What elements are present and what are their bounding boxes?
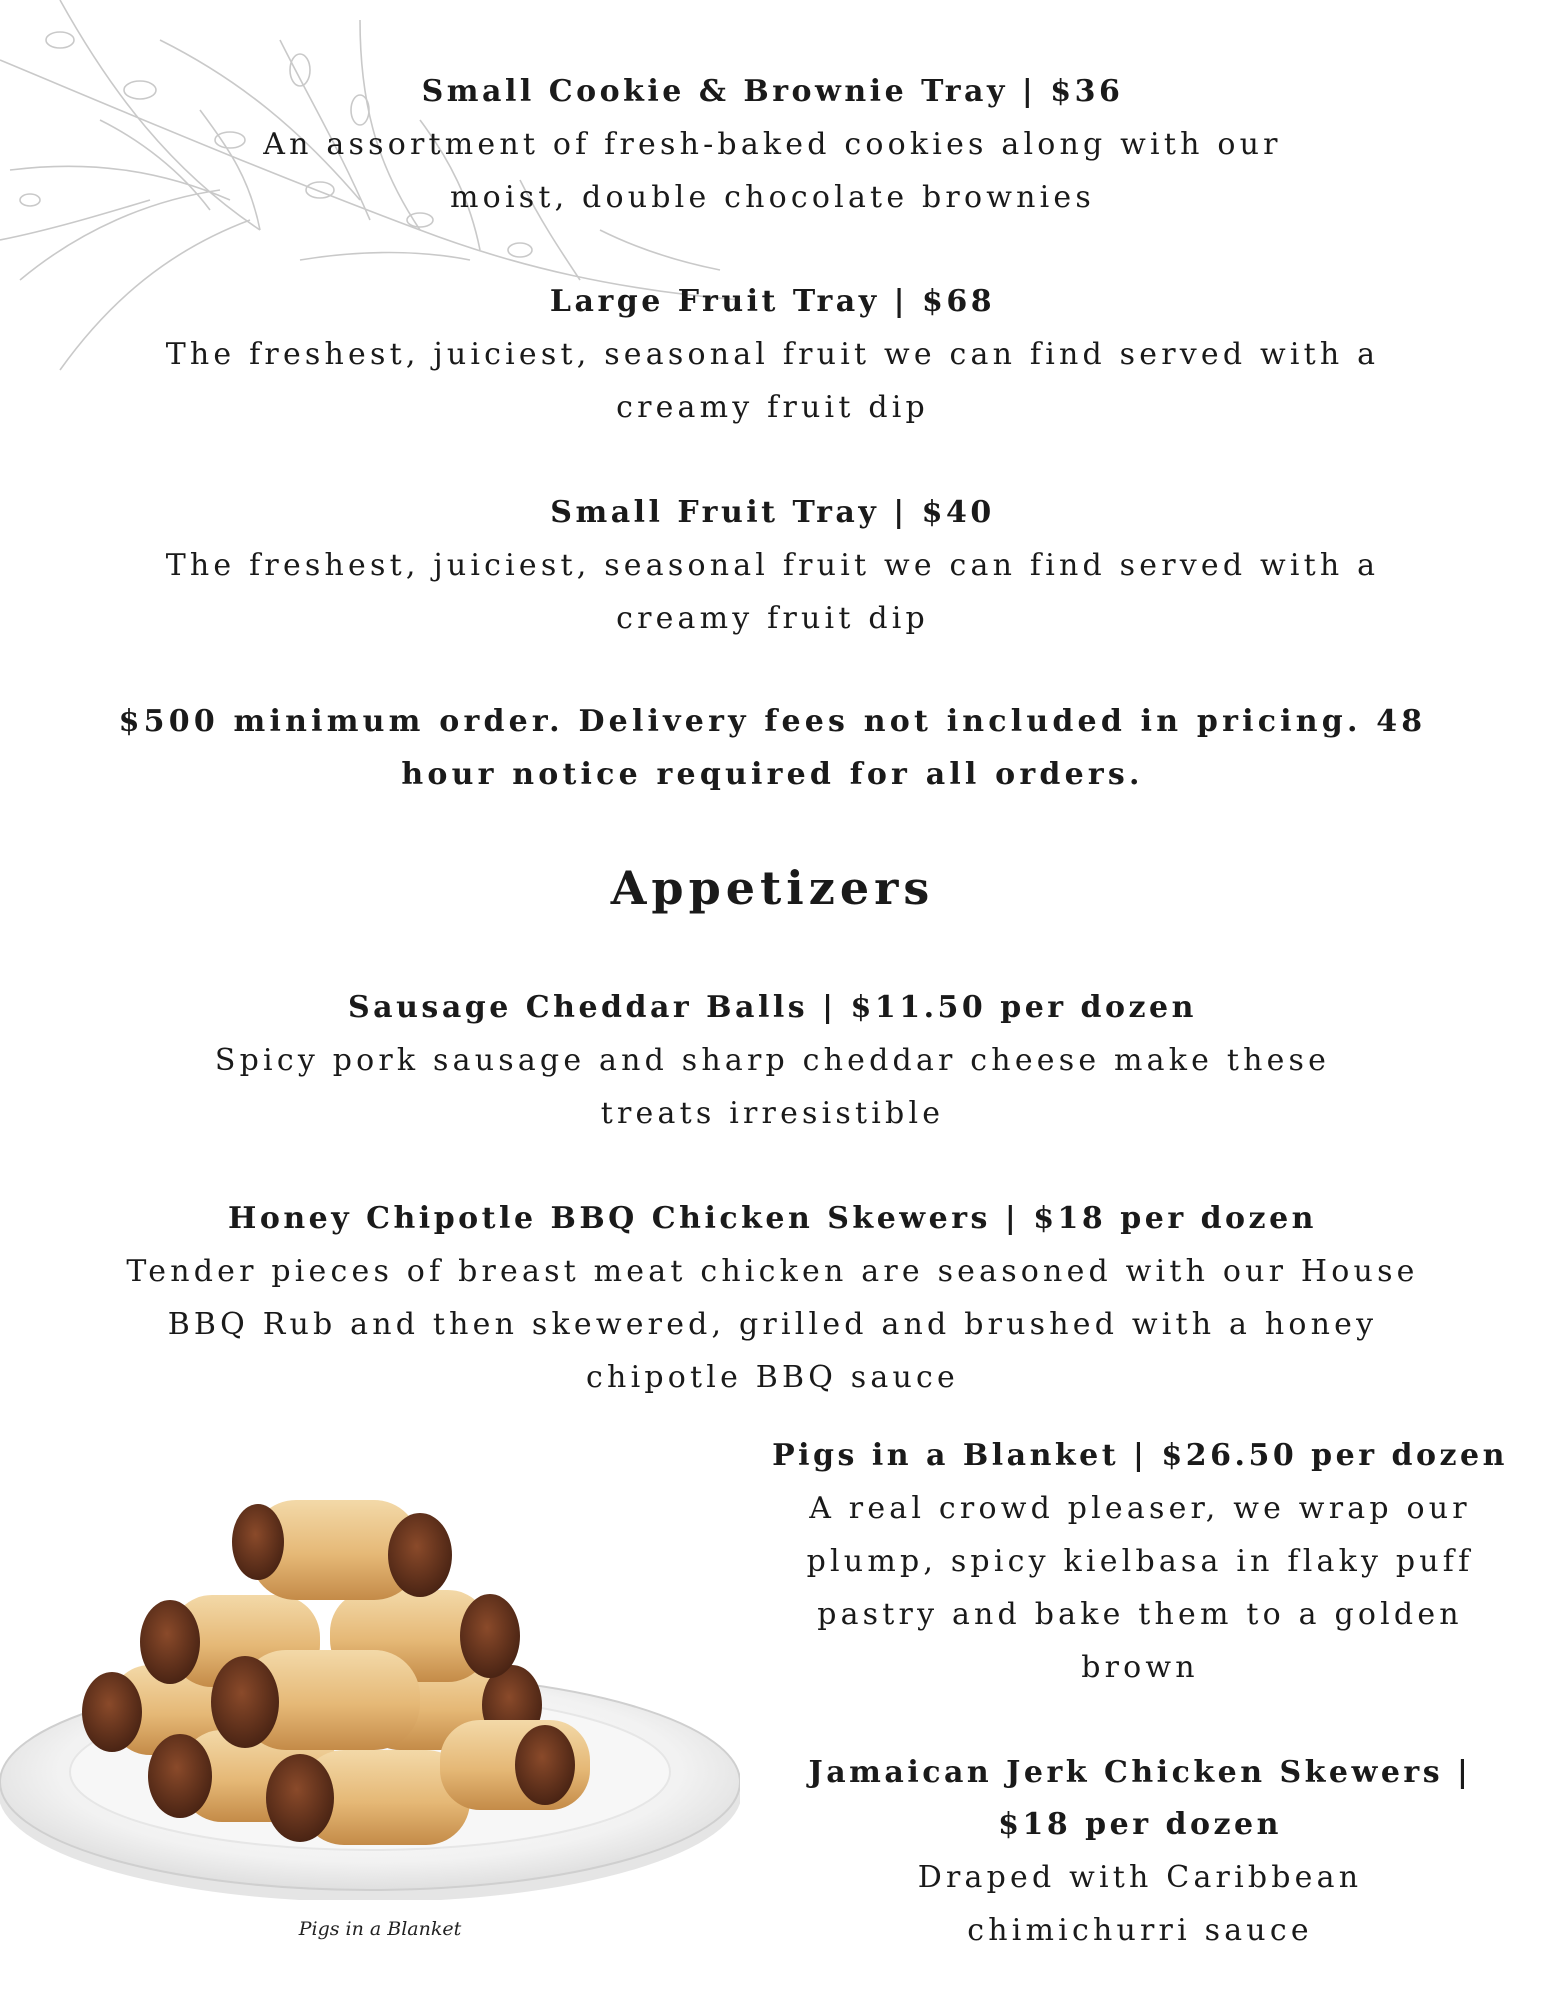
sausage-cheddar-balls-item [80,982,1465,1140]
item-description: The freshest, juiciest, seasonal fruit we can find served with a creamy fruit dip [165,337,1380,425]
item-description: An assortment of fresh-baked cookies along with our moist, double chocolate brownies [263,127,1282,215]
large-fruit-tray-item [80,276,1465,434]
item-title: Jamaican Jerk Chicken Skewers | $18 per dozen [808,1755,1472,1842]
item-title: Honey Chipotle BBQ Chicken Skewers | $18 per dozen [227,1201,1317,1236]
jerk-chicken-skewers-item [770,1747,1510,1957]
item-description: A real crowd pleaser, we wrap our plump, spicy kielbasa in flaky puff pastry and bake them to a golden brown [806,1491,1474,1685]
item-description: Spicy pork sausage and sharp cheddar cheese make these treats irresistible [214,1043,1331,1131]
pigs-in-a-blanket-photo [0,1420,740,1900]
item-title: Small Fruit Tray | $40 [550,495,995,530]
bbq-chicken-skewers-item [80,1193,1465,1404]
item-description: The freshest, juiciest, seasonal fruit we can find served with a creamy fruit dip [165,548,1380,636]
small-fruit-tray-item [80,487,1465,645]
item-description: Draped with Caribbean chimichurri sauce [917,1860,1363,1948]
cookie-brownie-item [80,66,1465,224]
item-title: Pigs in a Blanket | $26.50 per dozen [772,1438,1508,1473]
order-notice-text: $500 minimum order. Delivery fees not included in pricing. 48 hour notice required for all orders. [118,704,1427,792]
section-heading: Appetizers [610,861,935,915]
item-title: Large Fruit Tray | $68 [549,284,996,319]
item-description: Tender pieces of breast meat chicken are seasoned with our House BBQ Rub and then skewered, grilled and brushed with a honey chipotle BBQ sauce [126,1254,1419,1395]
item-title: Small Cookie & Brownie Tray | $36 [421,74,1124,109]
order-notice [80,695,1465,801]
photo-caption: Pigs in a Blanket [298,1918,462,1940]
item-title: Sausage Cheddar Balls | $11.50 per dozen [348,990,1197,1025]
pigs-in-a-blanket-item [770,1430,1510,1694]
appetizers-section-header [80,858,1465,918]
